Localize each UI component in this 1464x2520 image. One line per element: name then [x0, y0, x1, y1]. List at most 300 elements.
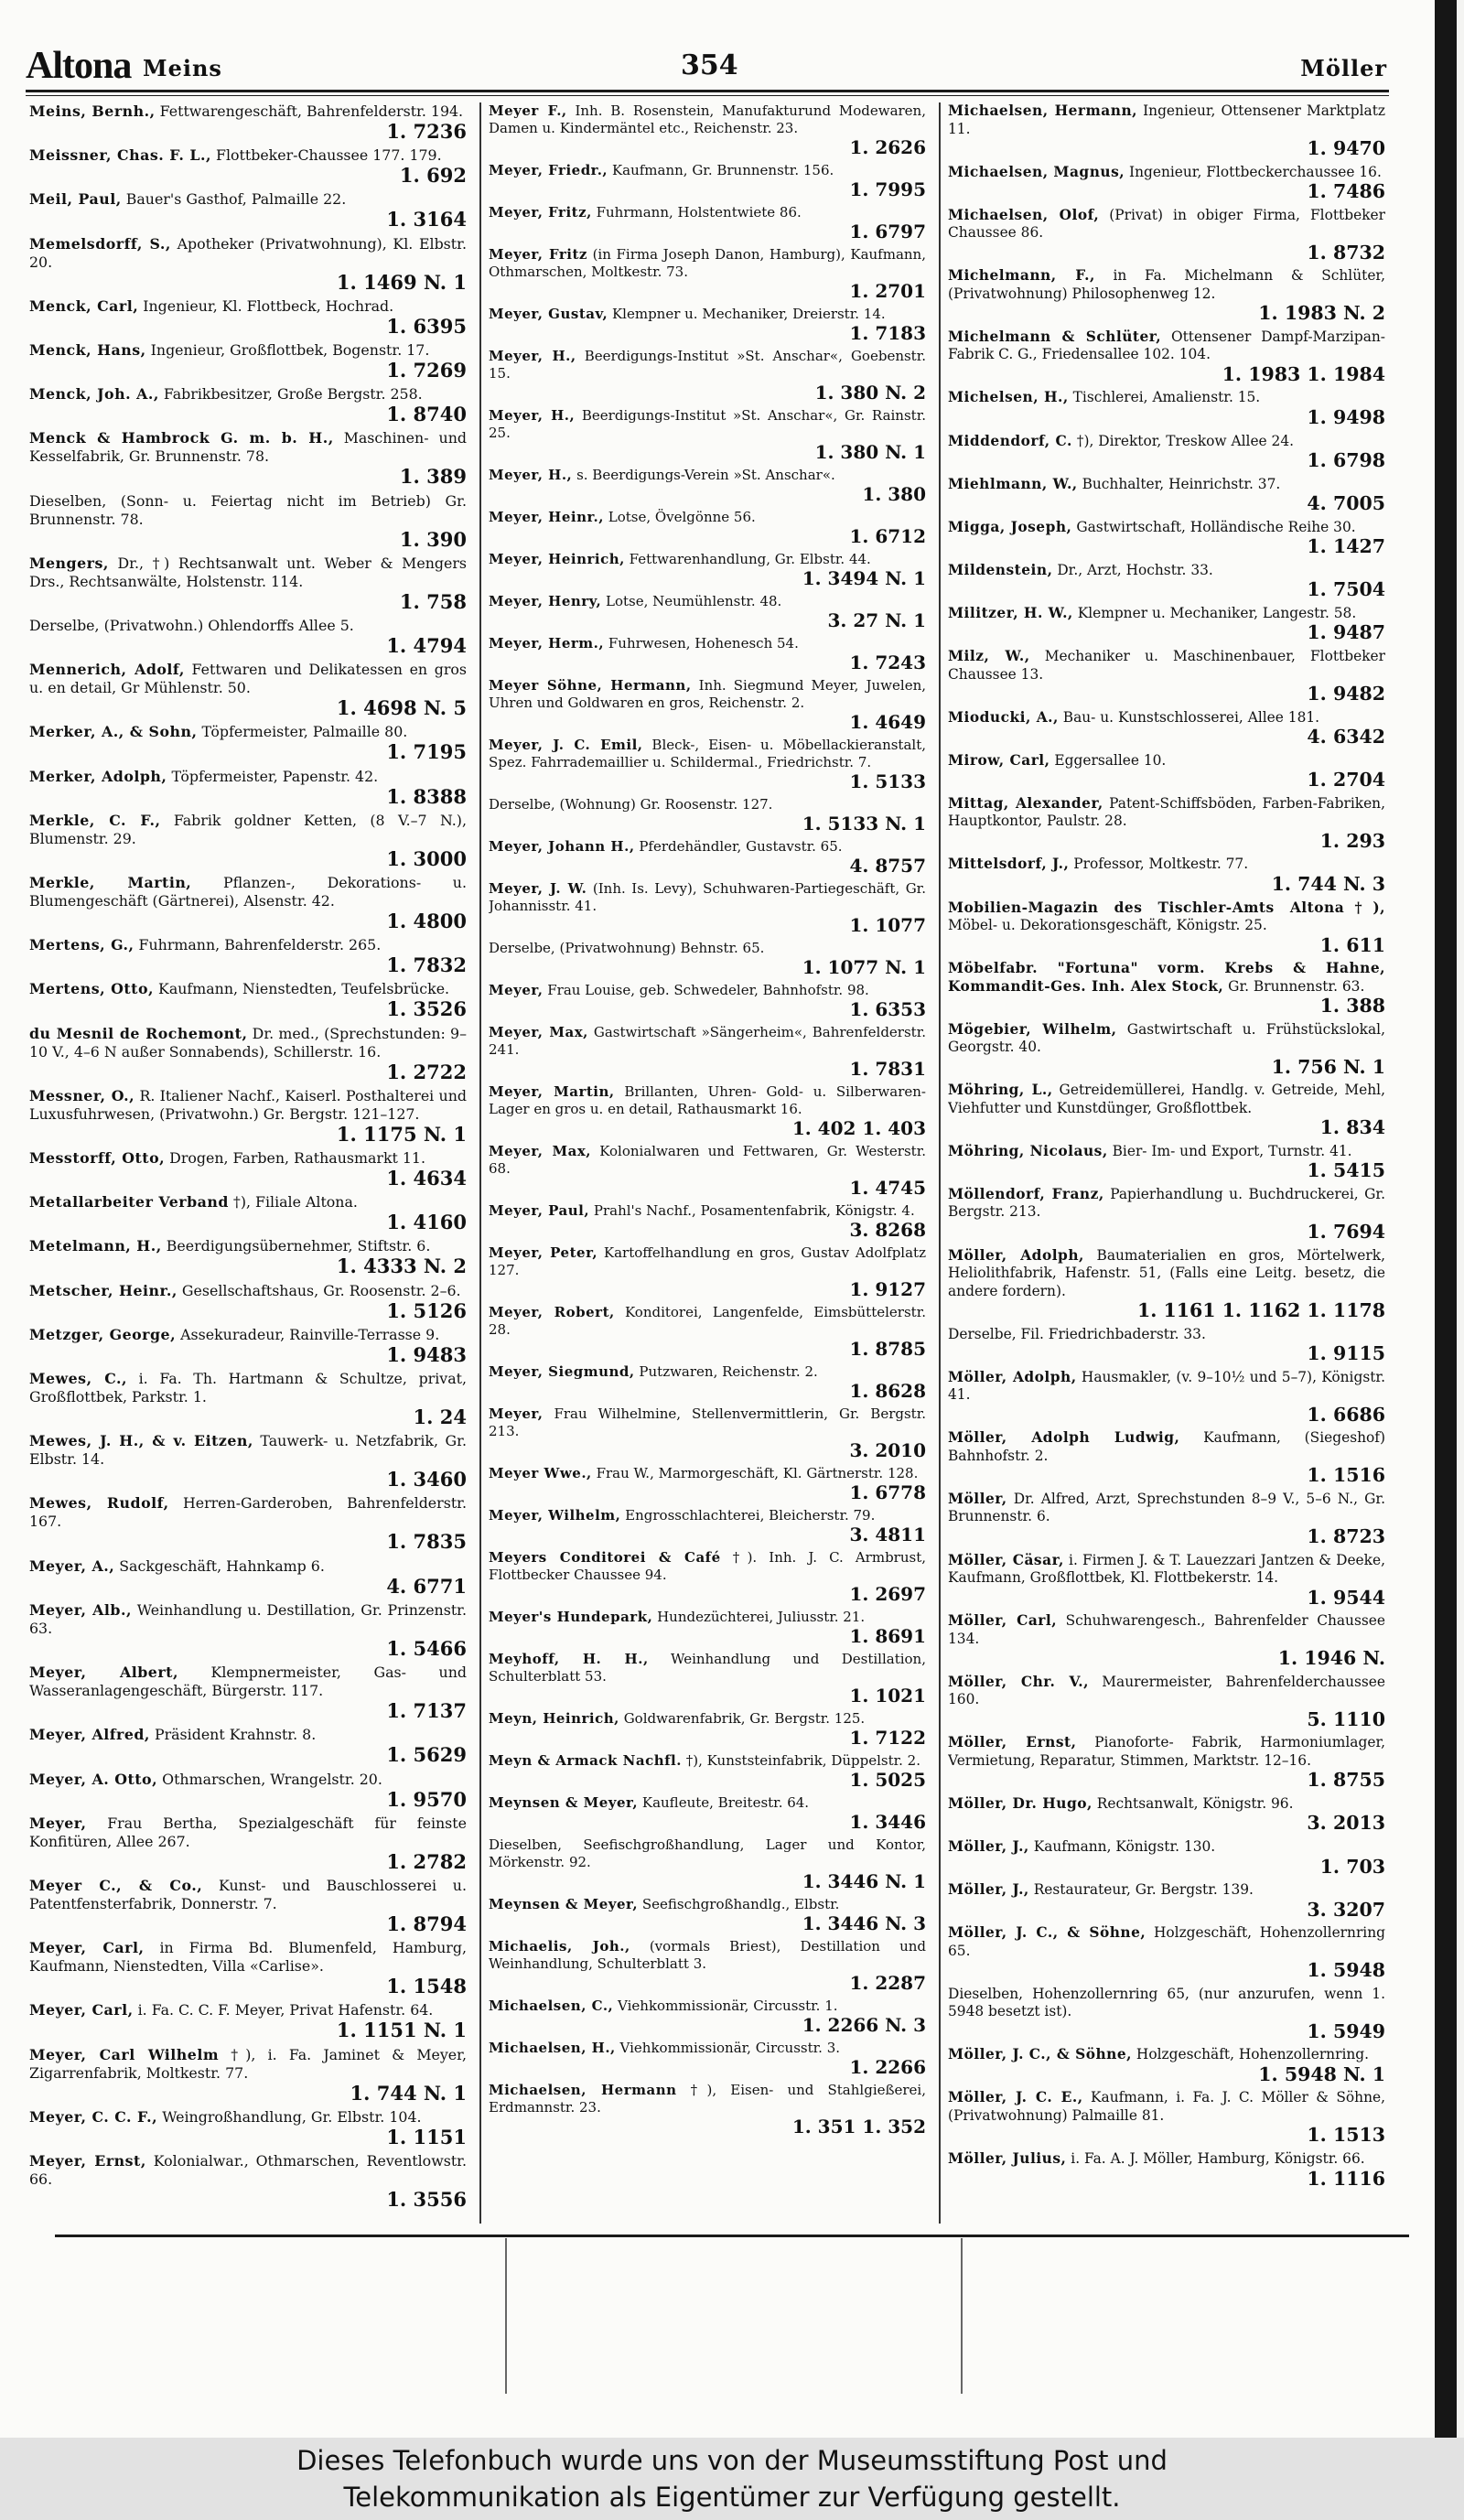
- entry-phone-number: 1. 6797: [849, 221, 926, 242]
- entry-body: [948, 1881, 1385, 1900]
- directory-entry: [948, 1795, 1385, 1834]
- entry-body: [489, 1710, 926, 1728]
- entry-phone-number: 1. 3446: [849, 1811, 926, 1833]
- entry-name: Meyer, Carl,: [29, 1939, 145, 1957]
- directory-entry: [29, 2001, 467, 2041]
- entry-details: Klempner u. Mechaniker, Dreierstr. 14.: [611, 306, 886, 322]
- entry-details: †), Filiale Altona.: [232, 1193, 358, 1212]
- entry-body: [489, 407, 926, 442]
- entry-phone-number: 1. 9483: [386, 1342, 467, 1366]
- entry-phone-number: 1. 7122: [849, 1727, 926, 1749]
- entry-body: [948, 433, 1385, 451]
- entry-body: [29, 2046, 467, 2083]
- entry-body: [489, 204, 926, 221]
- column-divider-1: [479, 102, 481, 2224]
- entry-phone-number: 1. 4794: [386, 634, 467, 658]
- entry-body: [29, 429, 467, 466]
- entry-details: †). Inh. J. C. Armbrust, Flottbecker Chaussee 94.: [489, 1549, 926, 1583]
- entry-name: Menck, Carl,: [29, 296, 139, 315]
- entry-body: [489, 467, 926, 484]
- directory-entry: [29, 1149, 467, 1189]
- directory-entry: [948, 1326, 1385, 1364]
- directory-entry: [948, 752, 1385, 791]
- entry-body: [29, 146, 467, 165]
- entry-phone-number: 1. 4800: [386, 910, 467, 933]
- directory-entry: [948, 2089, 1385, 2146]
- directory-entry: [29, 1557, 467, 1597]
- entry-phone-number: 1. 2704: [1307, 769, 1385, 792]
- entry-name: Merker, Adolph,: [29, 767, 167, 785]
- entry-name: Meyer, Carl,: [29, 2001, 134, 2019]
- page-number: 354: [681, 49, 738, 81]
- entry-phone-number: 5. 1110: [1307, 1707, 1385, 1730]
- entry-name: Meyer, A.,: [29, 1556, 115, 1575]
- entry-name: Möllendorf, Franz,: [948, 1185, 1104, 1202]
- entry-name: Meil, Paul,: [29, 190, 122, 209]
- entry-body: [489, 1465, 926, 1482]
- directory-entry: [29, 102, 467, 142]
- entry-body: [948, 1734, 1385, 1770]
- entry-phone-number: 1. 7832: [386, 953, 467, 977]
- directory-entry: [489, 796, 926, 834]
- directory-entry: [948, 1734, 1385, 1791]
- entry-details: Weingroßhandlung, Gr. Elbstr. 104.: [162, 2107, 422, 2126]
- directory-entry: [948, 795, 1385, 852]
- directory-entry: [948, 709, 1385, 748]
- entry-details: Kaufmann, (Siegeshof) Bahnhofstr. 2.: [948, 1429, 1385, 1464]
- entry-name: Möhring, L.,: [948, 1082, 1053, 1099]
- entry-phone-number: 1. 7835: [386, 1530, 467, 1554]
- entry-body: [489, 551, 926, 568]
- entry-details: Fettwaren und Delikatessen en gros u. en detail, Gr Mühlenstr. 50.: [29, 661, 467, 697]
- entry-name: Meyer, Gustav,: [489, 306, 608, 322]
- directory-entry: [29, 812, 467, 869]
- directory-entry: [489, 1752, 926, 1790]
- entry-details: Bleck-, Eisen- u. Möbellackieranstalt, Spez. Fahrrademaillier u. Schildermal., Friedrichstr. 7.: [489, 737, 926, 770]
- entry-name: Mewes, C.,: [29, 1370, 127, 1388]
- entry-phone-number: 1. 744 N. 3: [1271, 872, 1385, 895]
- entry-body: [29, 617, 467, 635]
- entry-name: Mobilien-Magazin des Tischler-Amts Altona†),: [948, 899, 1385, 916]
- entry-phone-number: 1. 7243: [849, 652, 926, 673]
- entry-phone-number: 1. 293: [1319, 829, 1385, 852]
- entry-name: Meins, Bernh.,: [29, 102, 156, 120]
- entry-details: Beerdigungsübernehmer, Stiftstr. 6.: [166, 1237, 431, 1255]
- entry-name: Miehlmann, W.,: [948, 475, 1078, 492]
- entry-body: [948, 1369, 1385, 1405]
- entry-body: [489, 509, 926, 526]
- entry-details: Fabrik goldner Ketten, (8 V.–7 N.), Blumenstr. 29.: [29, 811, 467, 847]
- entry-body: [948, 1247, 1385, 1301]
- entry-name: Metelmann, H.,: [29, 1237, 162, 1255]
- entry-phone-number: 1. 7831: [849, 1058, 926, 1080]
- entry-name: Meyn & Armack Nachfl.: [489, 1752, 682, 1769]
- entry-body: [29, 385, 467, 404]
- entry-name: Michaelsen, Hermann,: [948, 102, 1138, 119]
- entry-details: Baumaterialien en gros, Mörtelwerk, Heliolithfabrik, Hafenstr. 51, (Falls eine Leitg. besetz, die andere fordern).: [948, 1246, 1385, 1299]
- entry-name: Meyer, Alfred,: [29, 1726, 150, 1744]
- entry-phone-number: 1. 380: [862, 483, 926, 505]
- range-end-word: Möller: [1300, 55, 1387, 81]
- directory-entry: [29, 429, 467, 487]
- entry-details: Töpfermeister, Palmaille 80.: [201, 723, 408, 741]
- directory-entry: [29, 555, 467, 612]
- entry-phone-number: 1. 2266: [849, 2056, 926, 2078]
- directory-entry: [948, 1838, 1385, 1877]
- entry-details: Weinhandlung u. Destillation, Gr. Prinzenstr. 63.: [29, 1600, 467, 1637]
- entry-details: Maschinen- und Kesselfabrik, Gr. Brunnenstr. 78.: [29, 429, 467, 466]
- entry-phone-number: 1. 1516: [1307, 1464, 1385, 1487]
- entry-phone-number: 1. 834: [1319, 1116, 1385, 1139]
- entry-details: Gastwirtschaft u. Frühstückslokal, Georgstr. 40.: [948, 1020, 1385, 1056]
- entry-details: Ingenieur, Ottensener Marktplatz 11.: [948, 102, 1385, 137]
- entry-name: Meissner, Chas. F. L.,: [29, 146, 211, 165]
- listing-column-3: [948, 102, 1385, 2224]
- directory-entry: [948, 267, 1385, 324]
- entry-phone-number: 1. 7137: [386, 1699, 467, 1723]
- entry-name: Meyer, Alb.,: [29, 1600, 132, 1619]
- entry-name: Meyhoff, H. H.,: [489, 1651, 649, 1667]
- entry-name: Meyn, Heinrich,: [489, 1710, 619, 1727]
- directory-entry: [29, 1771, 467, 1810]
- entry-body: [948, 1924, 1385, 1960]
- entry-name: Mögebier, Wilhelm,: [948, 1020, 1117, 1038]
- entry-name: Meyer C., & Co.,: [29, 1876, 203, 1894]
- entry-name: Meyer, Fritz: [489, 246, 587, 263]
- entry-body: [489, 1998, 926, 2015]
- entry-name: Meyer, Heinr.,: [489, 509, 604, 525]
- entry-phone-number: 1. 5025: [849, 1769, 926, 1791]
- entry-details: Seefischgroßhandlg., Elbstr.: [641, 1896, 840, 1912]
- entry-phone-number: 1. 4634: [386, 1167, 467, 1190]
- entry-name: Meyer, Robert,: [489, 1304, 615, 1320]
- entry-name: Michelmann, F.,: [948, 267, 1095, 285]
- entry-phone-number: 1. 9570: [386, 1787, 467, 1811]
- entry-phone-number: 3. 8268: [849, 1219, 926, 1241]
- entry-details: Eggersallee 10.: [1054, 751, 1167, 769]
- entry-details: Putzwaren, Reichenstr. 2.: [639, 1363, 818, 1380]
- directory-entry: [948, 1924, 1385, 1981]
- entry-details: Kartoffelhandlung en gros, Gustav Adolfplatz 127.: [489, 1244, 926, 1278]
- entry-name: Menck, Hans,: [29, 341, 146, 360]
- entry-body: [489, 982, 926, 999]
- directory-entry: [29, 190, 467, 230]
- entry-name: Michaelsen, Hermann: [489, 2082, 677, 2098]
- entry-phone-number: 1. 24: [413, 1405, 467, 1429]
- entry-body: [29, 2152, 467, 2189]
- entry-name: Michaelis, Joh.,: [489, 1938, 630, 1955]
- entry-phone-number: 1. 2701: [849, 280, 926, 302]
- entry-body: [489, 1938, 926, 1973]
- entry-phone-number: 1. 3460: [386, 1468, 467, 1492]
- entry-body: [948, 389, 1385, 407]
- entry-details: Dr. med., (Sprechstunden: 9–10 V., 4–6 N außer Sonnabends), Schillerstr. 16.: [29, 1024, 467, 1061]
- entry-name: Meyer Söhne, Hermann,: [489, 677, 692, 694]
- entry-body: [29, 1237, 467, 1255]
- entry-details: Derselbe, (Wohnung) Gr. Roosenstr. 127.: [489, 796, 773, 813]
- directory-entry: [29, 1726, 467, 1765]
- entry-body: [29, 1025, 467, 1061]
- entry-details: Pferdehändler, Gustavstr. 65.: [639, 838, 843, 855]
- entry-body: [948, 1612, 1385, 1648]
- directory-entry: [948, 164, 1385, 202]
- entry-body: [29, 1726, 467, 1744]
- entry-details: Getreidemüllerei, Handlg. v. Getreide, Mehl, Viehfutter und Kunstdünger, Großflottbek.: [948, 1082, 1385, 1116]
- entry-phone-number: 1. 9115: [1307, 1342, 1385, 1365]
- entry-body: [948, 709, 1385, 727]
- entry-name: Meynsen & Meyer,: [489, 1896, 639, 1912]
- entry-details: Herren-Garderoben, Bahrenfelderstr. 167.: [29, 1494, 467, 1531]
- entry-phone-number: 1. 5949: [1307, 2019, 1385, 2042]
- directory-entry: [489, 162, 926, 199]
- entry-name: Mengers,: [29, 554, 109, 572]
- entry-details: Professor, Moltkestr. 77.: [1073, 856, 1249, 873]
- directory-entry: [29, 1326, 467, 1365]
- entry-name: Mioducki, A.,: [948, 708, 1059, 726]
- footer-line-2: Telekommunikation als Eigentümer zur Verfügung gestellt.: [343, 2482, 1121, 2513]
- entry-details: Mechaniker u. Maschinenbauer, Flottbeker Chaussee 13.: [948, 648, 1385, 683]
- entry-name: Memelsdorff, S.,: [29, 234, 171, 253]
- entry-name: Merker, A., & Sohn,: [29, 723, 198, 741]
- entry-name: Mirow, Carl,: [948, 751, 1050, 769]
- directory-entry: [948, 207, 1385, 264]
- entry-body: [489, 1244, 926, 1279]
- entry-details: Möbel- u. Dekorationsgeschäft, Königstr. 25.: [948, 917, 1267, 933]
- entry-details: i. Fa. C. C. F. Meyer, Privat Hafenstr. 64.: [137, 2001, 434, 2019]
- page-header: [26, 46, 1387, 86]
- directory-entry: [489, 1465, 926, 1502]
- directory-entry: [29, 768, 467, 807]
- directory-entry: [948, 1552, 1385, 1609]
- entry-name: Meyer, Wilhelm,: [489, 1507, 621, 1524]
- entry-details: Tauwerk- u. Netzfabrik, Gr. Elbstr. 14.: [29, 1432, 467, 1469]
- entry-name: Meyer, C. C. F.,: [29, 2107, 158, 2126]
- entry-body: [948, 856, 1385, 874]
- entry-phone-number: 3. 2010: [849, 1439, 926, 1461]
- entry-phone-number: 1. 9487: [1307, 621, 1385, 644]
- entry-phone-number: 1. 1021: [849, 1685, 926, 1707]
- entry-name: Möller, Ernst,: [948, 1734, 1077, 1751]
- entry-phone-number: 1. 1161 1. 1162 1. 1178: [1136, 1299, 1385, 1322]
- directory-entry: [489, 1549, 926, 1604]
- entry-body: [29, 1557, 467, 1576]
- entry-details: Drogen, Farben, Rathausmarkt 11.: [169, 1149, 426, 1168]
- entry-body: [489, 880, 926, 915]
- directory-entry: [29, 723, 467, 762]
- entry-body: [948, 102, 1385, 138]
- directory-entry: [948, 1429, 1385, 1486]
- entry-phone-number: 1. 1469 N. 1: [336, 270, 467, 294]
- directory-entry: [948, 476, 1385, 514]
- directory-entry: [948, 562, 1385, 600]
- entry-phone-number: 1. 8628: [849, 1380, 926, 1402]
- entry-phone-number: 1. 8732: [1307, 241, 1385, 264]
- entry-body: [948, 1674, 1385, 1709]
- directory-entry: [29, 1494, 467, 1552]
- entry-phone-number: 1. 5133 N. 1: [802, 813, 926, 835]
- entry-name: Meyer,: [29, 1814, 87, 1832]
- entry-name: Meyer, H.,: [489, 467, 573, 483]
- directory-entry: [948, 1612, 1385, 1669]
- entry-details: Klempner u. Mechaniker, Langestr. 58.: [1077, 604, 1357, 621]
- entry-name: Mittag, Alexander,: [948, 794, 1103, 812]
- entry-phone-number: 1. 2287: [849, 1972, 926, 1994]
- entry-name: Meyer, Heinrich,: [489, 551, 625, 567]
- directory-entry: [29, 492, 467, 550]
- directory-entry: [489, 1836, 926, 1891]
- entry-body: [948, 207, 1385, 242]
- entry-body: [948, 1838, 1385, 1857]
- entry-details: Fettwarengeschäft, Bahrenfelderstr. 194.: [159, 102, 464, 120]
- entry-details: in Firma Bd. Blumenfeld, Hamburg, Kaufmann, Nienstedten, Villa «Carlise».: [29, 1939, 467, 1976]
- entry-phone-number: 1. 9498: [1307, 405, 1385, 428]
- entry-body: [489, 1202, 926, 1220]
- entry-name: Meyer, Friedr.,: [489, 162, 608, 178]
- entry-name: Möller, J. C., & Söhne,: [948, 2046, 1133, 2063]
- entry-details: Papierhandlung u. Buchdruckerei, Gr. Bergstr. 213.: [948, 1185, 1385, 1221]
- entry-details: †), i. Fa. Jaminet & Meyer, Zigarrenfabrik, Moltkestr. 77.: [29, 2045, 467, 2082]
- entry-body: [948, 648, 1385, 684]
- entry-details: Rechtsanwalt, Königstr. 96.: [1096, 1794, 1294, 1812]
- entry-details: (in Firma Joseph Danon, Hamburg), Kaufmann, Othmarschen, Moltkestr. 73.: [489, 246, 926, 280]
- entry-phone-number: 1. 9482: [1307, 683, 1385, 705]
- directory-entry: [489, 940, 926, 977]
- entry-phone-number: 1. 3164: [386, 208, 467, 232]
- entry-details: †), Direktor, Treskow Allee 24.: [1076, 432, 1295, 449]
- entry-phone-number: 1. 7504: [1307, 578, 1385, 601]
- entry-phone-number: 1. 8755: [1307, 1769, 1385, 1792]
- entry-body: [489, 348, 926, 382]
- directory-entry: [489, 1083, 926, 1138]
- entry-body: [948, 1082, 1385, 1117]
- entry-name: Meyer, J. W.: [489, 880, 587, 897]
- entry-phone-number: 1. 7269: [386, 359, 467, 382]
- directory-entry: [29, 1815, 467, 1872]
- entry-body: [29, 190, 467, 209]
- entry-body: [489, 593, 926, 610]
- entry-phone-number: 1. 3526: [386, 997, 467, 1021]
- directory-entry: [29, 1664, 467, 1721]
- entry-body: [29, 1877, 467, 1913]
- entry-details: Bauer's Gasthof, Palmaille 22.: [125, 190, 347, 209]
- directory-entry: [29, 385, 467, 425]
- directory-entry: [489, 2040, 926, 2077]
- directory-entry: [948, 1143, 1385, 1181]
- entry-phone-number: 1. 1116: [1307, 2167, 1385, 2190]
- entry-body: [489, 102, 926, 137]
- entry-phone-number: 1. 692: [399, 164, 467, 188]
- entry-phone-number: 1. 7236: [386, 120, 467, 143]
- entry-name: Möller, Adolph,: [948, 1368, 1077, 1385]
- entry-body: [489, 1752, 926, 1770]
- entry-phone-number: 1. 2782: [386, 1849, 467, 1873]
- entry-details: Bau- u. Kunstschlosserei, Allee 181.: [1062, 708, 1320, 726]
- entry-phone-number: 1. 1946 N.: [1277, 1647, 1385, 1670]
- entry-details: Dieselben, (Sonn- u. Feiertag nicht im Betrieb) Gr. Brunnenstr. 78.: [29, 491, 467, 528]
- directory-entry: [948, 1881, 1385, 1920]
- directory-entry: [489, 737, 926, 792]
- entry-name: Michaelsen, Olof,: [948, 206, 1100, 223]
- entry-name: du Mesnil de Rochemont,: [29, 1024, 248, 1042]
- entry-details: Patent-Schiffsböden, Farben-Fabriken, Hauptkontor, Paulstr. 28.: [948, 794, 1385, 830]
- entry-details: (Inh. Is. Levy), Schuhwaren-Partiegeschäft, Gr. Johannisstr. 41.: [489, 880, 926, 914]
- directory-entry: [29, 341, 467, 381]
- entry-name: Meyer, Fritz,: [489, 204, 592, 221]
- directory-entry: [489, 1024, 926, 1079]
- listing-columns: [26, 102, 1389, 2224]
- entry-body: [29, 1664, 467, 1700]
- entry-body: [29, 297, 467, 316]
- entry-details: Fettwarenhandlung, Gr. Elbstr. 44.: [629, 551, 871, 567]
- entry-details: s. Beerdigungs-Verein »St. Anschar«.: [576, 467, 835, 483]
- entry-phone-number: 1. 1548: [386, 1975, 467, 1998]
- entry-phone-number: 1. 388: [1319, 995, 1385, 1018]
- entry-body: [489, 1363, 926, 1381]
- entry-phone-number: 3. 3207: [1307, 1898, 1385, 1921]
- entry-name: Meyer, Siegmund,: [489, 1363, 635, 1380]
- directory-entry: [29, 1087, 467, 1145]
- entry-name: Möller, Adolph Ludwig,: [948, 1429, 1180, 1447]
- entry-details: Ingenieur, Großflottbek, Bogenstr. 17.: [150, 341, 430, 360]
- entry-details: Gastwirtschaft, Holländische Reihe 30.: [1076, 518, 1356, 535]
- entry-name: Menck & Hambrock G. m. b. H.,: [29, 429, 334, 447]
- entry-phone-number: 1. 744 N. 1: [350, 2081, 467, 2105]
- entry-name: Meyer, Henry,: [489, 593, 602, 609]
- entry-name: Meyer, Albert,: [29, 1664, 178, 1682]
- entry-phone-number: 1. 1077: [849, 914, 926, 936]
- entry-phone-number: 1. 2722: [386, 1060, 467, 1083]
- entry-name: Merkle, Martin,: [29, 874, 192, 892]
- entry-phone-number: 4. 8757: [849, 855, 926, 877]
- entry-name: Meyer,: [489, 982, 544, 998]
- entry-details: Präsident Krahnstr. 8.: [154, 1726, 317, 1744]
- entry-phone-number: 1. 3446 N. 1: [802, 1870, 926, 1892]
- directory-entry: [29, 1025, 467, 1082]
- entry-details: Restaurateur, Gr. Bergstr. 139.: [1033, 1881, 1254, 1899]
- entry-body: [948, 752, 1385, 770]
- entry-body: [29, 341, 467, 360]
- entry-body: [29, 874, 467, 910]
- entry-details: Frau Wilhelmine, Stellenvermittlerin, Gr. Bergstr. 213.: [489, 1405, 926, 1439]
- directory-entry: [948, 605, 1385, 643]
- entry-body: [489, 2082, 926, 2116]
- directory-entry: [489, 348, 926, 403]
- entry-body: [489, 838, 926, 856]
- entry-name: Milz, W.,: [948, 648, 1030, 665]
- entry-body: [29, 492, 467, 529]
- entry-details: Kaufmann, i. Fa. J. C. Möller & Söhne, (Privatwohnung) Palmaille 81.: [948, 2089, 1385, 2124]
- entry-name: Möller, Dr. Hugo,: [948, 1794, 1093, 1812]
- entry-details: Holzgeschäft, Hohenzollernring.: [1136, 2046, 1370, 2063]
- entry-details: Fabrikbesitzer, Große Bergstr. 258.: [163, 385, 423, 404]
- entry-body: [29, 1370, 467, 1406]
- directory-entry: [489, 1143, 926, 1198]
- entry-details: Buchhalter, Heinrichstr. 37.: [1082, 475, 1281, 492]
- directory-entry: [948, 1674, 1385, 1730]
- entry-body: [948, 562, 1385, 580]
- entry-body: [948, 795, 1385, 831]
- entry-phone-number: 1. 6712: [849, 525, 926, 547]
- entry-details: Viehkommissionär, Circusstr. 1.: [618, 1998, 838, 2014]
- entry-details: Hundezüchterei, Juliusstr. 21.: [657, 1609, 866, 1625]
- entry-phone-number: 1. 4649: [849, 711, 926, 733]
- entry-phone-number: 1. 402 1. 403: [791, 1117, 926, 1139]
- entry-phone-number: 1. 6395: [386, 314, 467, 338]
- entry-details: Lotse, Neumühlenstr. 48.: [605, 593, 782, 609]
- entry-phone-number: 1. 611: [1319, 933, 1385, 956]
- entry-details: Brillanten, Uhren- Gold- u. Silberwaren-Lager en gros u. en detail, Rathausmarkt 16.: [489, 1083, 926, 1117]
- entry-details: Kaufleute, Breitestr. 64.: [641, 1794, 810, 1811]
